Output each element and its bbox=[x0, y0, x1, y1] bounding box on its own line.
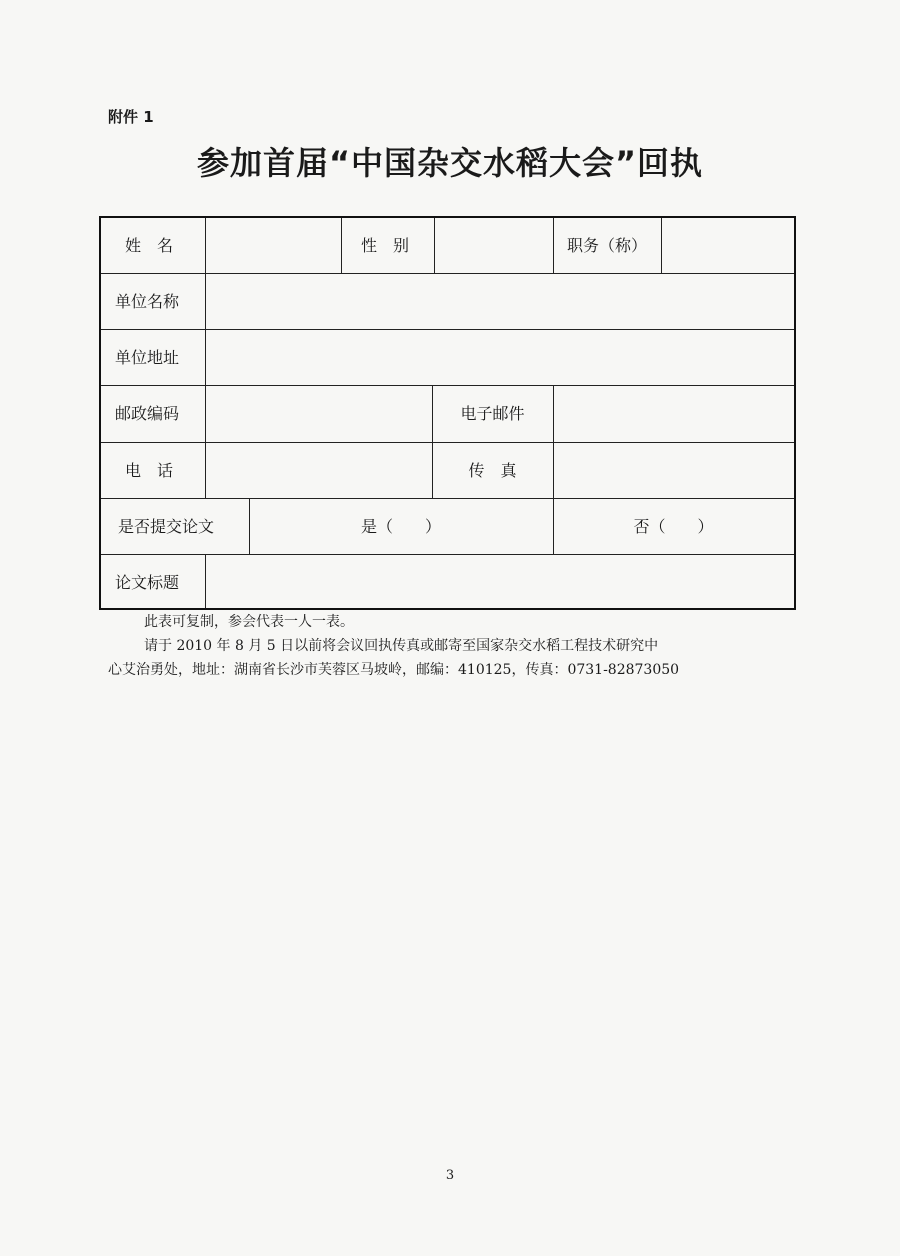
page-title-text: 参加首届“中国杂交水稻大会”回执 bbox=[196, 144, 704, 182]
email-label: 电子邮件 bbox=[460, 404, 525, 423]
col-divider bbox=[432, 385, 433, 498]
postcode-label: 邮政编码 bbox=[115, 404, 180, 423]
fax-label: 传 真 bbox=[468, 461, 517, 480]
col-divider bbox=[341, 218, 342, 273]
col-divider bbox=[205, 554, 206, 608]
col-divider bbox=[553, 385, 554, 498]
org-address-label: 单位地址 bbox=[115, 348, 180, 367]
registration-form-table bbox=[99, 216, 796, 610]
note-deadline: 请于 2010 年 8 月 5 日以前将会议回执传真或邮寄至国家杂交水稻工程技术研究中 bbox=[144, 638, 659, 654]
row-divider bbox=[101, 498, 794, 499]
name-label: 姓 名 bbox=[125, 236, 174, 255]
org-name-label: 单位名称 bbox=[115, 292, 180, 311]
phone-label: 电 话 bbox=[125, 461, 174, 480]
position-label: 职务（称） bbox=[566, 236, 647, 255]
page-number: 3 bbox=[445, 1168, 455, 1183]
no-option: 否（ ） bbox=[633, 517, 714, 536]
page-title bbox=[0, 138, 900, 184]
attachment-label: 附件 1 bbox=[108, 108, 154, 126]
col-divider bbox=[434, 218, 435, 273]
submit-paper-label: 是否提交论文 bbox=[118, 517, 215, 536]
gender-label: 性 别 bbox=[361, 236, 410, 255]
note-address: 心艾治勇处，地址：湖南省长沙市芙蓉区马坡岭，邮编：410125，传真：0731-82873050 bbox=[108, 662, 680, 678]
note-copy: 此表可复制，参会代表一人一表。 bbox=[144, 614, 354, 630]
col-divider bbox=[205, 218, 206, 498]
paper-title-label: 论文标题 bbox=[115, 573, 180, 592]
col-divider bbox=[661, 218, 662, 273]
yes-option: 是（ ） bbox=[360, 517, 441, 536]
